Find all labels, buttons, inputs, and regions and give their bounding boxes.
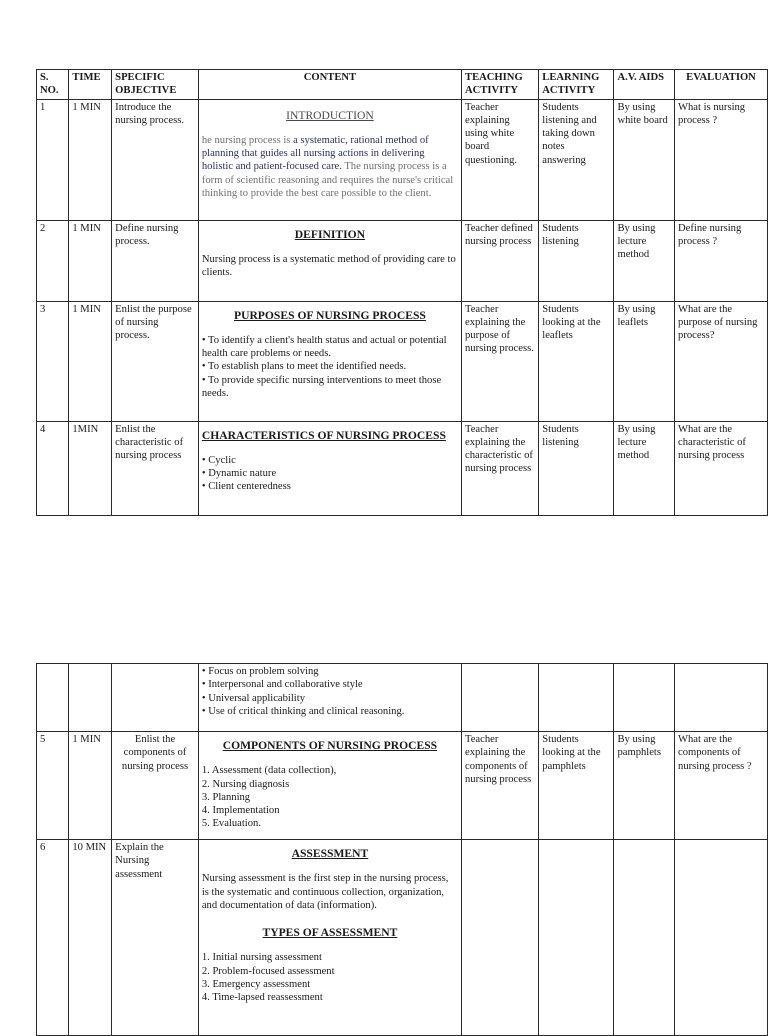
objective-cell: Enlist the components of nursing process [112, 732, 199, 840]
list-item: • To establish plans to meet the identified needs. [201, 361, 407, 373]
header-objective: SPECIFIC OBJECTIVE [112, 70, 199, 100]
sno-cell: 1 [37, 99, 69, 220]
lesson-plan-table-page-2 [36, 663, 768, 1036]
list-item: • Interpersonal and collaborative style [201, 679, 363, 691]
table-row [37, 99, 768, 220]
time-cell: 1 MIN [69, 301, 112, 421]
learning-cell: Students listening [539, 421, 614, 515]
intro-text-b: a systematic, rational method of planning that guides all nursing actions in delivering holistic and patient-focused care. [201, 134, 429, 173]
section-heading: COMPONENTS OF NURSING PROCESS [222, 739, 438, 752]
content-cell [198, 99, 461, 220]
sno-cell: 2 [37, 220, 69, 301]
objective-cell: Explain the Nursing assessment [112, 840, 199, 1036]
section-heading: CHARACTERISTICS OF NURSING PROCESS [201, 428, 446, 442]
list-item: 5. Evaluation. [201, 818, 261, 830]
assessment-text: Nursing assessment is the first step in the nursing process, is the systematic and continuous collection, organization, and documentation of data (information). [201, 873, 449, 911]
aids-cell: By using lecture method [614, 220, 675, 301]
sno-cell: 3 [37, 301, 69, 421]
list-item: • Client centeredness [201, 481, 291, 493]
table-row [37, 664, 768, 732]
evaluation-cell: Define nursing process ? [675, 220, 768, 301]
time-cell: 1MIN [69, 421, 112, 515]
section-heading: DEFINITION [294, 227, 366, 241]
aids-cell: By using pamphlets [614, 732, 675, 840]
intro-text-a: he nursing process is [201, 134, 294, 146]
sno-cell: 6 [37, 840, 69, 1036]
objective-cell: Enlist the characteristic of nursing process [112, 421, 199, 515]
header-row [37, 70, 768, 100]
definition-text: Nursing process is a systematic method of providing care to clients. [201, 253, 456, 279]
sub-heading: TYPES OF ASSESSMENT [262, 926, 398, 940]
list-item: 3. Emergency assessment [201, 979, 311, 991]
aids-cell: By using leaflets [614, 301, 675, 421]
teaching-cell: Teacher explaining the characteristic of nursing process [462, 421, 539, 515]
evaluation-cell: What are the components of nursing process ? [675, 732, 768, 840]
learning-cell: Students listening [539, 220, 614, 301]
table-row [37, 732, 768, 840]
teaching-cell: Teacher defined nursing process [462, 220, 539, 301]
list-item: 4. Implementation [201, 805, 280, 817]
table-row [37, 301, 768, 421]
table-row [37, 220, 768, 301]
teaching-cell: Teacher explaining the components of nursing process [462, 732, 539, 840]
list-item: • Cyclic [201, 454, 236, 466]
intro-text-c: The nursing process is a form of scientific reasoning and requires the nurse's critical thinking to provide the best care possible to the client. [201, 161, 454, 200]
objective-cell: Introduce the nursing process. [112, 99, 199, 220]
teaching-cell: Teacher explaining the purpose of nursing process. [462, 301, 539, 421]
content-cell [198, 732, 461, 840]
list-item: • To identify a client's health status and actual or potential health care problems or needs. [201, 334, 447, 360]
time-cell: 1 MIN [69, 732, 112, 840]
sno-cell: 5 [37, 732, 69, 840]
header-content: CONTENT [198, 70, 461, 100]
time-cell: 1 MIN [69, 99, 112, 220]
list-item: 2. Problem-focused assessment [201, 965, 335, 977]
section-heading: ASSESSMENT [291, 847, 369, 860]
list-item: • Use of critical thinking and clinical reasoning. [201, 705, 405, 717]
table-row [37, 421, 768, 515]
list-item: • Universal applicability [201, 692, 305, 704]
header-learning: LEARNING ACTIVITY [539, 70, 614, 100]
list-item: 3. Planning [201, 791, 251, 803]
section-heading: PURPOSES OF NURSING PROCESS [233, 308, 426, 322]
header-time: TIME [69, 70, 112, 100]
aids-cell: By using lecture method [614, 421, 675, 515]
header-sno: S. NO. [37, 70, 69, 100]
list-item: • Focus on problem solving [201, 666, 319, 677]
teaching-cell: Teacher explaining using white board questioning. [462, 99, 539, 220]
learning-cell: Students looking at the pamphlets [539, 732, 614, 840]
evaluation-cell: What are the characteristic of nursing process [675, 421, 768, 515]
list-item: • Dynamic nature [201, 468, 277, 480]
list-item: 1. Assessment (data collection), [201, 765, 337, 777]
list-item: • To provide specific nursing interventions to meet those needs. [201, 374, 442, 400]
list-item: 4. Time-lapsed reassessment [201, 992, 323, 1004]
header-aids: A.V. AIDS [614, 70, 675, 100]
content-cell [198, 421, 461, 515]
content-cell [198, 220, 461, 301]
learning-cell: Students looking at the leaflets [539, 301, 614, 421]
objective-cell: Enlist the purpose of nursing process. [112, 301, 199, 421]
evaluation-cell: What are the purpose of nursing process? [675, 301, 768, 421]
header-teaching: TEACHING ACTIVITY [462, 70, 539, 100]
learning-cell: Students listening and taking down notes answering [539, 99, 614, 220]
list-item: 2. Nursing diagnosis [201, 778, 290, 790]
aids-cell: By using white board [614, 99, 675, 220]
header-evaluation: EVALUATION [675, 70, 768, 100]
table-row [37, 840, 768, 1036]
list-item: 1. Initial nursing assessment [201, 952, 322, 964]
evaluation-cell: What is nursing process ? [675, 99, 768, 220]
time-cell: 10 MIN [69, 840, 112, 1036]
section-heading: INTRODUCTION [286, 108, 374, 122]
lesson-plan-table-page-1 [36, 69, 768, 516]
sno-cell: 4 [37, 421, 69, 515]
time-cell: 1 MIN [69, 220, 112, 301]
content-cell [198, 301, 461, 421]
content-cell [198, 840, 461, 1036]
objective-cell: Define nursing process. [112, 220, 199, 301]
content-cell [198, 664, 461, 732]
